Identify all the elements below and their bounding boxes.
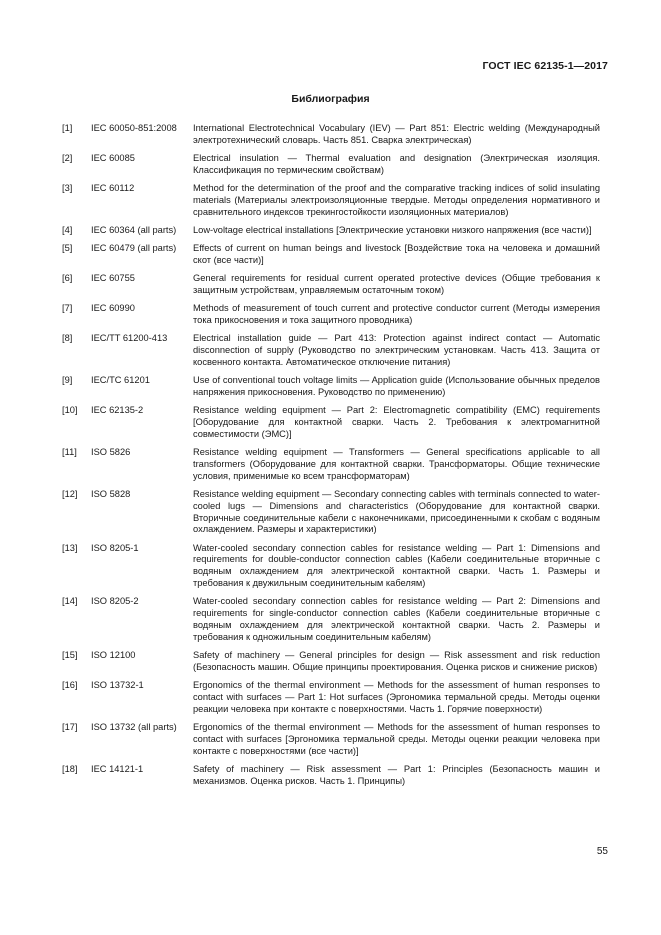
entry-number: [5]	[62, 243, 73, 253]
bibliography-entry	[62, 489, 600, 537]
entry-description: Safety of machinery — Risk assessment — Part 1: Principles (Безопасность машин и механизмов. Оценка рисков. Часть 1. Принципы)	[193, 763, 600, 786]
standard-designation: IEC 60364 (all parts)	[91, 224, 177, 235]
entry-number: [8]	[62, 333, 73, 343]
bibliography-entry	[62, 273, 600, 297]
standard-designation: IEC 14121-1	[91, 763, 144, 774]
bibliography-entry	[62, 153, 600, 177]
entry-description: Methods of measurement of touch current and protective conductor current (Методы измерения тока прикосновения и тока защитного проводника)	[193, 303, 600, 325]
bibliography-entry	[62, 225, 600, 237]
bibliography-entry	[62, 680, 600, 716]
entry-description: Resistance welding equipment — Part 2: Electromagnetic compatibility (EMC) requirements [Оборудование для контактной сварки. Часть 2. Требования к электромагнитной совместимости (ЭМС)]	[193, 404, 600, 439]
standard-designation: ISO 13732 (all parts)	[91, 722, 177, 733]
entry-number: [9]	[62, 374, 73, 385]
bibliography-entry	[62, 543, 600, 591]
entry-description: Low-voltage electrical installations [Электрические установки низкого напряжения (все части)]	[193, 224, 592, 235]
bibliography-entry	[62, 375, 600, 399]
bibliography-entry	[62, 303, 600, 327]
entry-number: [17]	[62, 722, 78, 733]
bibliography-entry	[62, 405, 600, 441]
bibliography-entry	[62, 596, 600, 644]
standard-designation: ISO 8205-1	[91, 542, 139, 553]
entry-number: [18]	[62, 763, 78, 774]
entry-description: Safety of machinery — General principles for design — Risk assessment and risk reduction (Безопасность машин. Общие принципы проектирования. Оценка рисков и снижение рисков)	[193, 650, 600, 673]
standard-designation: IEC/TC 61201	[91, 374, 150, 385]
entry-description: Resistance welding equipment — Secondary connecting cables with terminals connected to water-cooled lugs — Dimensions and characteristics (Оборудование для контактной сварки. Вторичные соединительные кабели с наконечниками, присоединенными к скобам с водяным охлаждением. Размеры и характеристики)	[193, 488, 600, 535]
bibliography-entry	[62, 333, 600, 369]
entry-number: [3]	[62, 183, 73, 193]
entry-number: [10]	[62, 404, 78, 415]
entry-number: [16]	[62, 680, 78, 691]
entry-description: Resistance welding equipment — Transformers — General specifications applicable to all transformers (Оборудование для контактной сварки. Трансформаторы. Общие технические условия, применимые ко всем трансформаторам)	[193, 446, 600, 481]
entry-description: Ergonomics of the thermal environment — Methods for the assessment of human responses to contact with surfaces — Part 1: Hot surfaces (Эргономика термальной среды. Методы оценки реакции человека при контакте с поверхностями. Часть 1. Горячие поверхности)	[193, 680, 600, 714]
entry-description: Electrical installation guide — Part 413: Protection against indirect contact — Automatic disconnection of supply (Руководство по электрическим установкам. Часть 413. Защита от косвенного контакта. Автоматическое отключение питания)	[193, 333, 600, 367]
standard-designation: ISO 13732-1	[91, 680, 144, 691]
bibliography-entry	[62, 183, 600, 219]
entry-description: General requirements for residual current operated protective devices (Общие требования к защитным устройствам, управляемым остаточным током)	[193, 273, 600, 295]
page-title: Библиография	[291, 93, 370, 105]
standard-designation: IEC 62135-2	[91, 404, 144, 415]
entry-description: Ergonomics of the thermal environment — Methods for the assessment of human responses to contact with surfaces [Эргономика термальной среды. Методы оценки реакции человека при контакте с поверхностями (все части)]	[193, 722, 600, 756]
entry-number: [12]	[62, 488, 78, 499]
standard-designation: IEC 60479 (all parts)	[91, 243, 177, 253]
entry-number: [15]	[62, 650, 78, 661]
entry-description: Use of conventional touch voltage limits — Application guide (Использование обычных пределов напряжения прикосновения. Руководство по применению)	[193, 374, 600, 397]
entry-description: Water-cooled secondary connection cables for resistance welding — Part 2: Dimensions and requirements for single-conductor connection cables (Кабели соединительные вторичные с водяным охлаждением для электрической контактной сварки. Часть 2. Размеры и требования к одножильным соединительным кабелям)	[193, 596, 600, 643]
entry-description: International Electrotechnical Vocabulary (IEV) — Part 851: Electric welding (Международный электротехнический словарь. Часть 851. Сварка электрическая)	[193, 123, 600, 145]
entry-number: [2]	[62, 153, 73, 163]
standard-designation: IEC 60990	[91, 303, 135, 313]
bibliography-list	[62, 123, 600, 794]
standard-designation: IEC 60085	[91, 153, 135, 163]
standard-designation: IEC 60050-851:2008	[91, 123, 177, 133]
bibliography-entry	[62, 243, 600, 267]
standard-designation: ISO 5826	[91, 446, 131, 457]
entry-description: Effects of current on human beings and livestock [Воздействие тока на человека и домашний скот (все части)]	[193, 243, 600, 265]
standard-designation: IEC/TT 61200-413	[91, 333, 168, 343]
entry-description: Method for the determination of the proof and the comparative tracking indices of solid insulating materials (Материалы электроизоляционные твердые. Методы определения нормативного и сравнительного индексов трекингостойкости изоляционных материалов)	[193, 183, 600, 217]
bibliography-entry	[62, 764, 600, 788]
bibliography-entry	[62, 447, 600, 483]
entry-number: [6]	[62, 273, 73, 283]
entry-description: Electrical insulation — Thermal evaluation and designation (Электрическая изоляция. Классификация по термическим свойствам)	[193, 153, 600, 175]
entry-description: Water-cooled secondary connection cables for resistance welding — Part 1: Dimensions and requirements for double-conductor connection cables (Кабели соединительные вторичные с водяным охлаждением для электрической контактной сварки. Часть 1. Размеры и требования к двужильным соединительным кабелям)	[193, 542, 600, 589]
page-number: 55	[596, 846, 608, 857]
entry-number: [11]	[62, 446, 77, 457]
bibliography-entry	[62, 123, 600, 147]
entry-number: [7]	[62, 303, 73, 313]
entry-number: [1]	[62, 123, 73, 133]
standard-designation: IEC 60112	[91, 183, 135, 193]
standard-designation: ISO 8205-2	[91, 596, 139, 607]
bibliography-entry	[62, 650, 600, 674]
standard-code-header: ГОСТ IEC 62135-1—2017	[482, 60, 608, 72]
entry-number: [4]	[62, 224, 73, 235]
standard-designation: ISO 12100	[91, 650, 136, 661]
standard-designation: ISO 5828	[91, 488, 131, 499]
entry-number: [13]	[62, 542, 78, 553]
bibliography-entry	[62, 722, 600, 758]
standard-designation: IEC 60755	[91, 273, 135, 283]
entry-number: [14]	[62, 596, 78, 607]
